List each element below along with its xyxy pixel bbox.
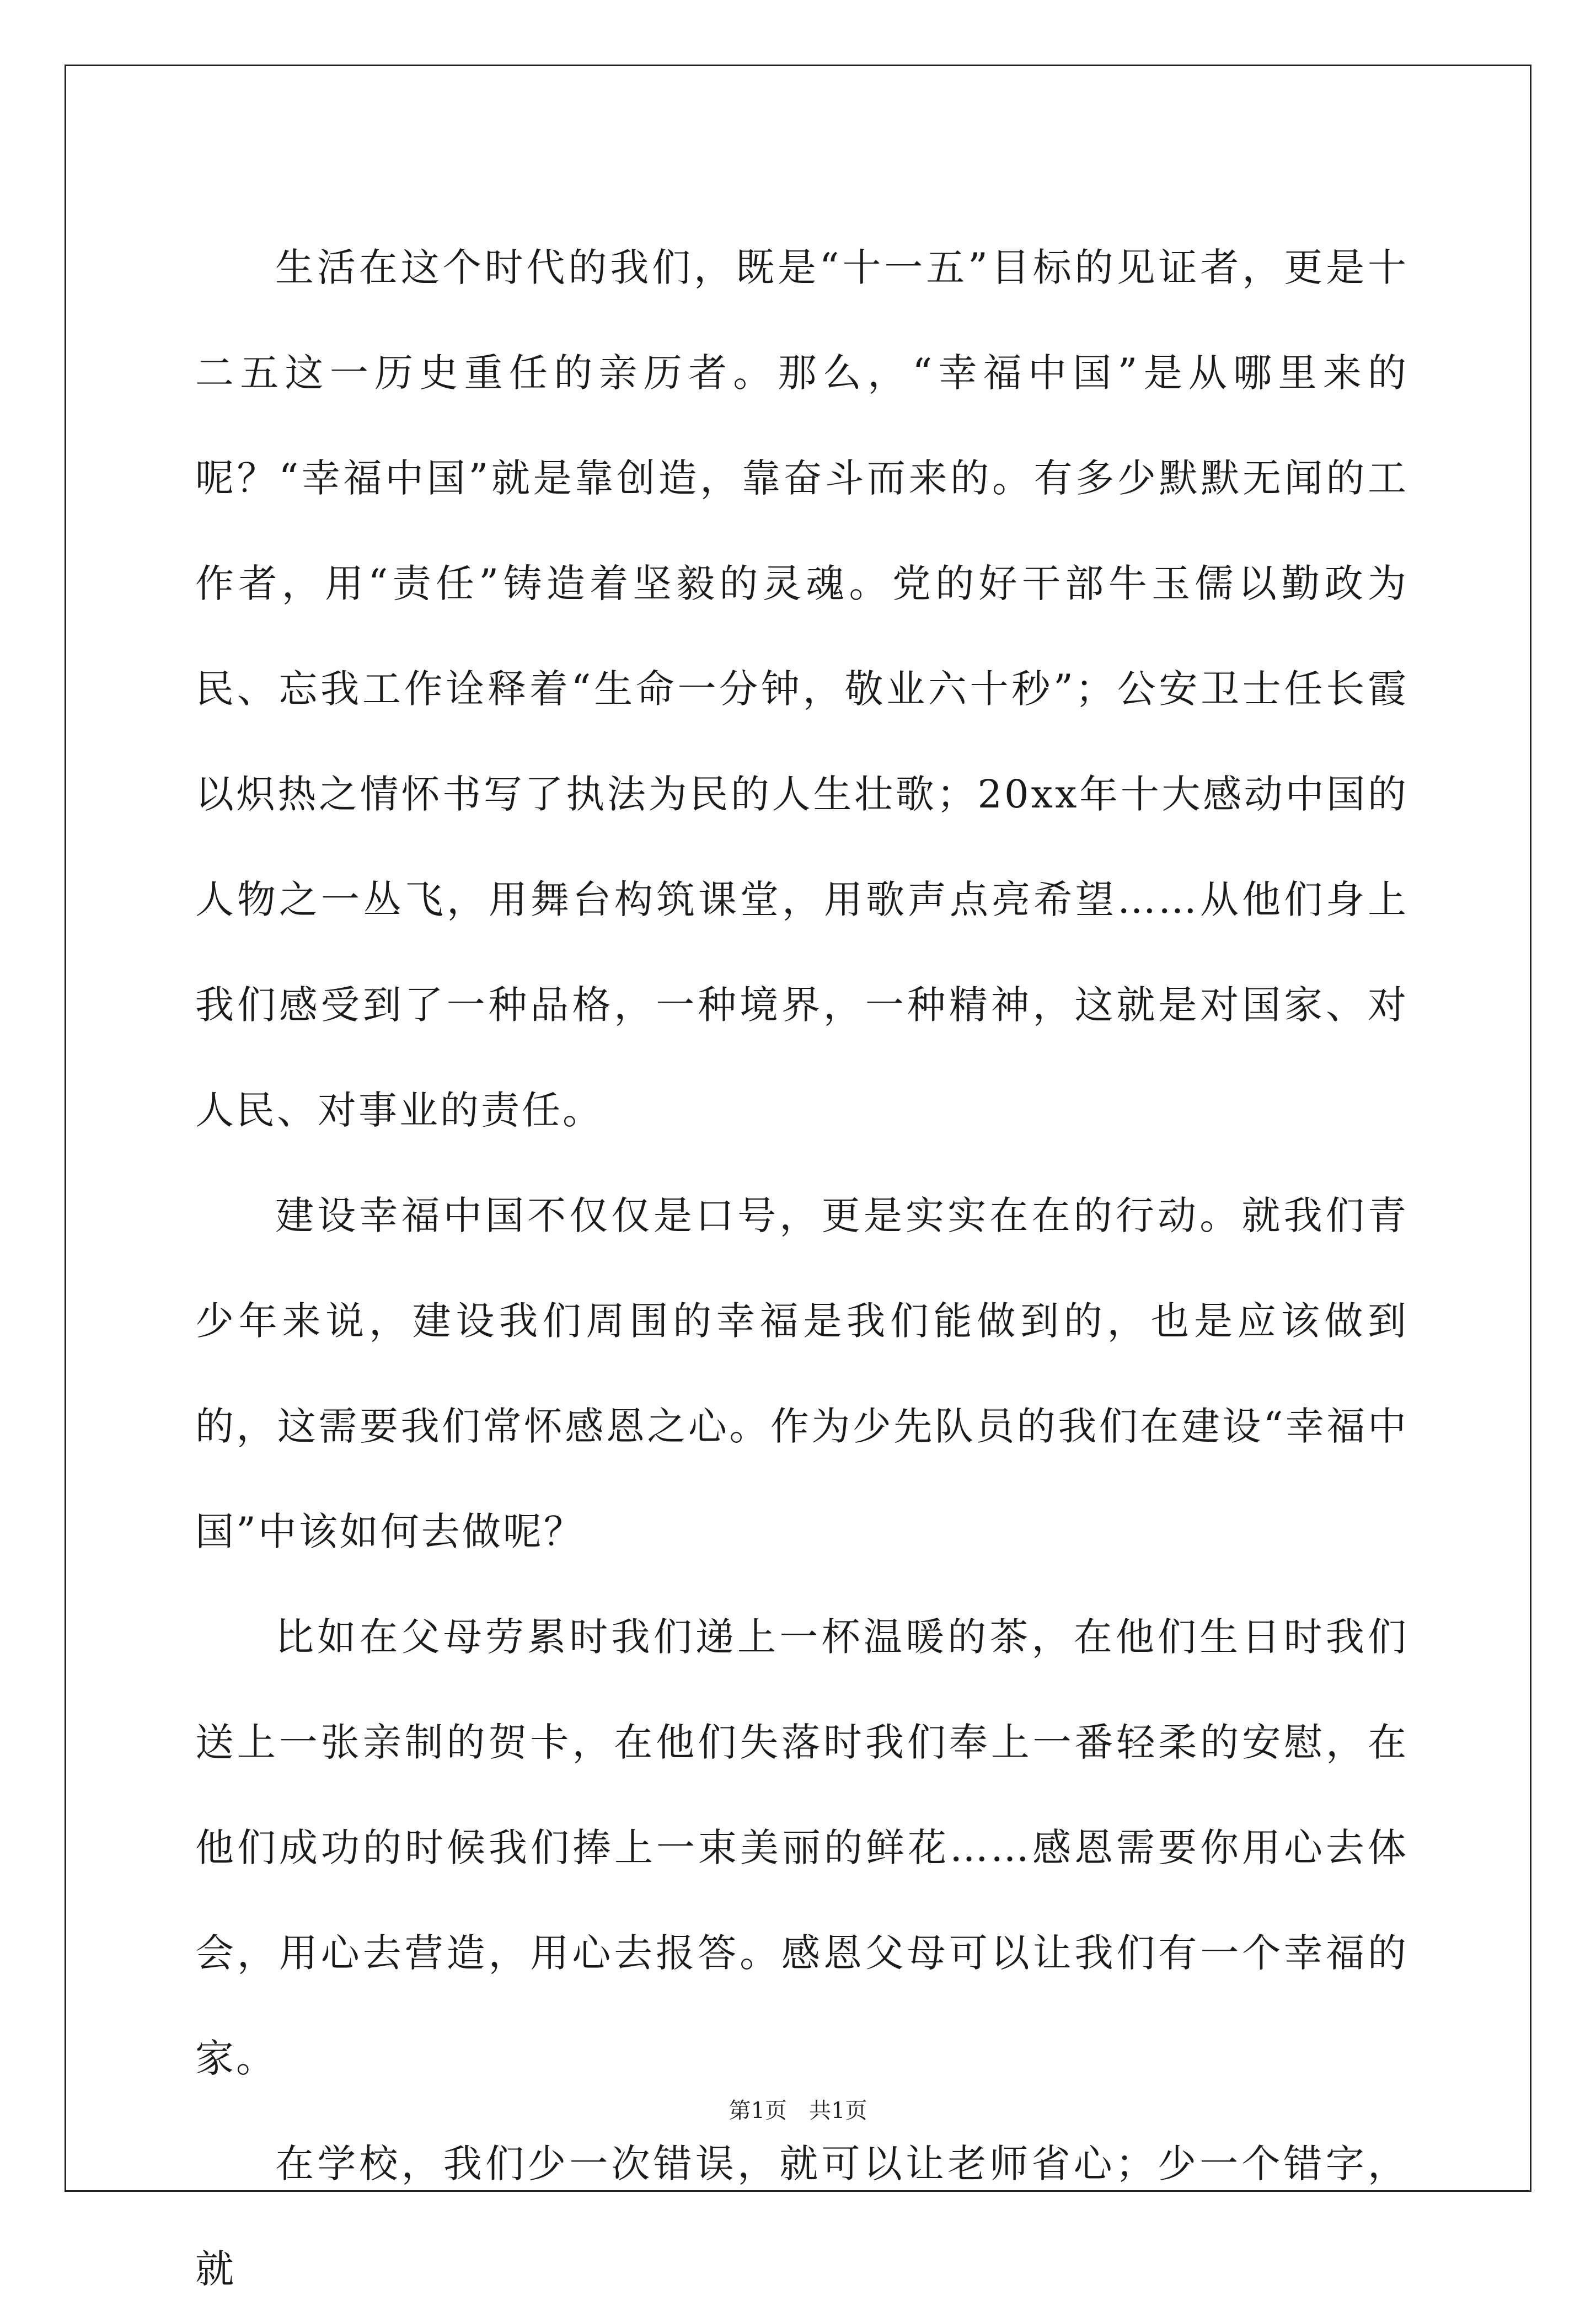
paragraph-3: 比如在父母劳累时我们递上一杯温暖的茶，在他们生日时我们送上一张亲制的贺卡，在他们失落时我们奉上一番轻柔的安慰，在他们成功的时候我们捧上一束美丽的鲜花……感恩需要你用心去体会，用心去营造，用心去报答。感恩父母可以让我们有一个幸福的家。 xyxy=(195,1614,1408,2081)
page-total: 共1页 xyxy=(809,2098,867,2123)
paragraph-2: 建设幸福中国不仅仅是口号，更是实实在在的行动。就我们青少年来说，建设我们周围的幸福是我们能做到的，也是应该做到的，这需要我们常怀感恩之心。作为少先队员的我们在建设“幸福中国”中该如何去做呢？ xyxy=(195,1193,1408,1554)
page-number: 第1页 xyxy=(729,2098,787,2123)
document-body xyxy=(195,215,1408,2322)
page-footer xyxy=(0,2093,1596,2125)
paragraph-4: 在学校，我们少一次错误，就可以让老师省心；少一个错字，就 xyxy=(195,2141,1408,2292)
paragraph-1: 生活在这个时代的我们，既是“十一五”目标的见证者，更是十二五这一历史重任的亲历者。那么，“幸福中国”是从哪里来的呢？“幸福中国”就是靠创造，靠奋斗而来的。有多少默默无闻的工作者，用“责任”铸造着坚毅的灵魂。党的好干部牛玉儒以勤政为民、忘我工作诠释着“生命一分钟，敬业六十秒”；公安卫士任长霞以炽热之情怀书写了执法为民的人生壮歌；20xx年十大感动中国的人物之一丛飞，用舞台构筑课堂，用歌声点亮希望……从他们身上我们感受到了一种品格，一种境界，一种精神，这就是对国家、对人民、对事业的责任。 xyxy=(195,245,1408,1133)
